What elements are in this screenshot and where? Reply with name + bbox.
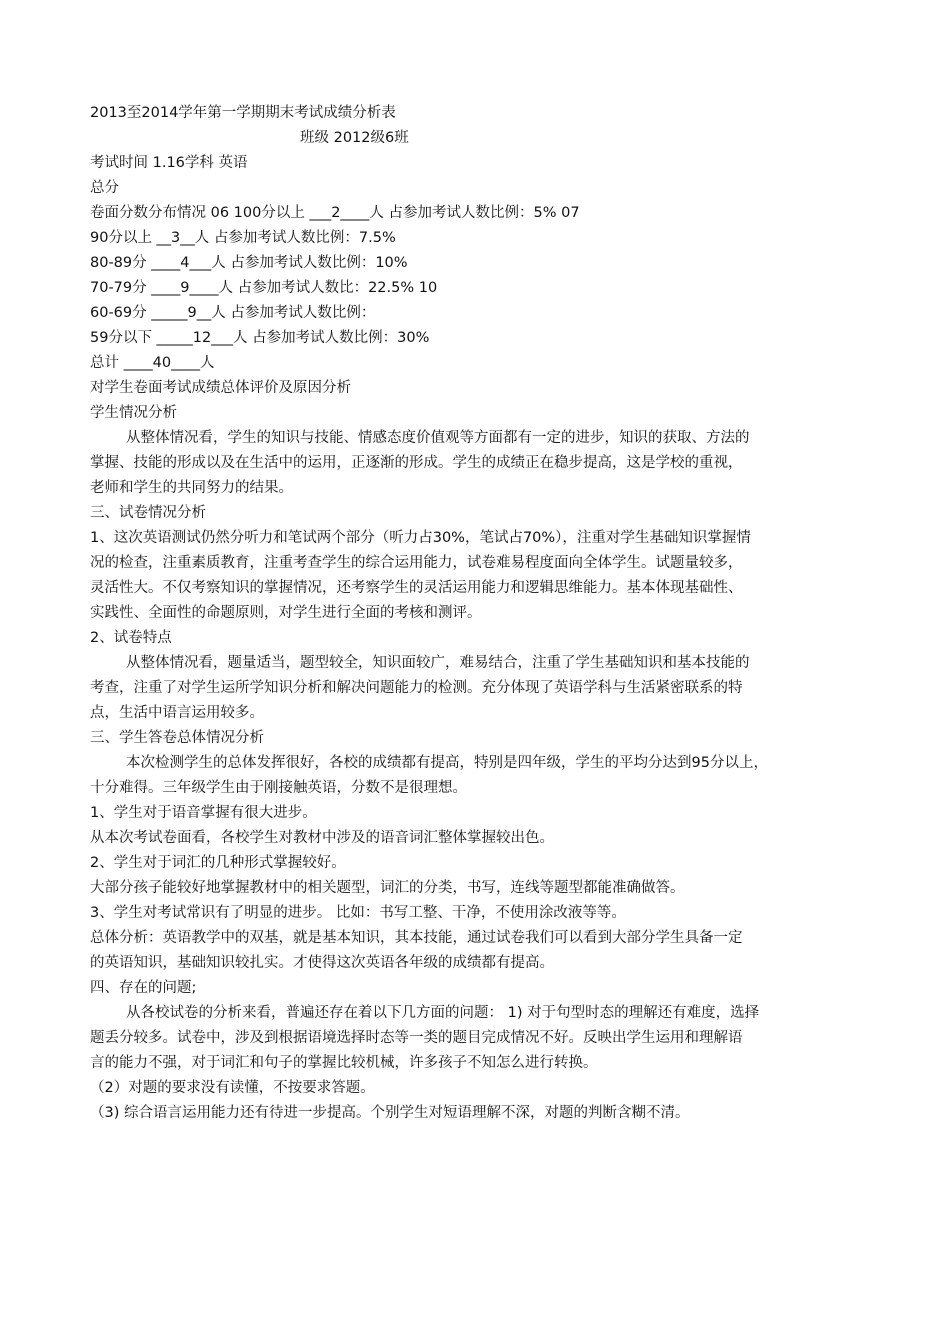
paragraph-line: 言的能力不强，对于词汇和句子的掌握比较机械，许多孩子不知怎么进行转换。 xyxy=(90,1055,598,1071)
score-total: 总计 ____40____人 xyxy=(90,355,215,371)
list-item: 3、学生对考试常识有了明显的进步。 比如：书写工整、干净，不使用涂改液等等。 xyxy=(90,905,626,921)
paragraph-line: 从整体情况看，学生的知识与技能、情感态度价值观等方面都有一定的进步，知识的获取、方法的 xyxy=(126,430,750,446)
score-row-90: 90分以上 __3__人 占参加考试人数比例：7.5% xyxy=(90,230,396,246)
paragraph-line: 况的检查，注重素质教育，注重考查学生的综合运用能力，试卷难易程度面向全体学生。试题量较多， xyxy=(90,555,743,571)
paragraph-line: 题丢分较多。试卷中，涉及到根据语境选择时态等一类的题目完成情况不好。反映出学生运用和理解语 xyxy=(90,1030,743,1046)
total-score-heading: 总分 xyxy=(90,180,119,196)
score-row-80: 80-89分 ____4___人 占参加考试人数比例：10% xyxy=(90,255,408,271)
exam-info: 考试时间 1.16学科 英语 xyxy=(90,155,248,171)
paragraph-line: 1、这次英语测试仍然分听力和笔试两个部分（听力占30%，笔试占70%），注重对学生基础知识掌握情 xyxy=(90,530,751,546)
score-row-100: 卷面分数分布情况 06 100分以上 ___2____人 占参加考试人数比例：5% 07 xyxy=(90,205,580,221)
score-row-70: 70-79分 ____9____人 占参加考试人数比：22.5% 10 xyxy=(90,280,438,296)
paragraph-line: 的英语知识，基础知识较扎实。才使得这次英语各年级的成绩都有提高。 xyxy=(90,955,554,971)
paragraph-line: 掌握、技能的形成以及在生活中的运用，正逐渐的形成。学生的成绩正在稳步提高，这是学校的重视， xyxy=(90,455,743,471)
list-item: （3) 综合语言运用能力还有待进一步提高。个别学生对短语理解不深，对题的判断含糊不清。 xyxy=(90,1105,690,1121)
section-heading: 对学生卷面考试成绩总体评价及原因分析 xyxy=(90,380,351,396)
list-item: 2、学生对于词汇的几种形式掌握较好。 xyxy=(90,855,346,871)
paragraph-line: 本次检测学生的总体发挥很好，各校的成绩都有提高，特别是四年级，学生的平均分达到95分以上， xyxy=(126,755,768,771)
paragraph-line: 灵活性大。不仅考察知识的掌握情况，还考察学生的灵活运用能力和逻辑思维能力。基本体现基础性、 xyxy=(90,580,743,596)
paragraph-line: 从本次考试卷面看，各校学生对教材中涉及的语音词汇整体掌握较出色。 xyxy=(90,830,554,846)
section-heading: 学生情况分析 xyxy=(90,405,177,421)
list-item: （2）对题的要求没有读懂，不按要求答题。 xyxy=(90,1080,375,1096)
section-heading: 三、学生答卷总体情况分析 xyxy=(90,730,264,746)
paragraph-line: 总体分析：英语教学中的双基，就是基本知识，其本技能，通过试卷我们可以看到大部分学生具备一定 xyxy=(90,930,743,946)
paragraph-line: 老师和学生的共同努力的结果。 xyxy=(90,480,293,496)
score-row-60: 60-69分 _____9__人 占参加考试人数比例： xyxy=(90,305,376,321)
paragraph-line: 考查，注重了对学生运所学知识分析和解决问题能力的检测。充分体现了英语学科与生活紧密联系的特 xyxy=(90,680,743,696)
paragraph-line: 从整体情况看，题量适当，题型较全，知识面较广，难易结合，注重了学生基础知识和基本技能的 xyxy=(126,655,750,671)
section-heading: 四、存在的问题; xyxy=(90,980,197,996)
list-item: 1、学生对于语音掌握有很大进步。 xyxy=(90,805,317,821)
score-row-below-59: 59分以下 _____12___人 占参加考试人数比例：30% xyxy=(90,330,430,346)
section-heading: 三、试卷情况分析 xyxy=(90,505,206,521)
document-title: 2013至2014学年第一学期期末考试成绩分析表 xyxy=(90,105,396,121)
paragraph-line: 十分难得。三年级学生由于刚接触英语，分数不是很理想。 xyxy=(90,780,467,796)
paragraph-line: 从各校试卷的分析来看，普遍还存在着以下几方面的问题： 1) 对于句型时态的理解还有难度，选择 xyxy=(126,1005,760,1021)
section-heading: 2、试卷特点 xyxy=(90,630,172,646)
paragraph-line: 大部分孩子能较好地掌握教材中的相关题型，词汇的分类，书写，连线等题型都能准确做答。 xyxy=(90,880,685,896)
class-info: 班级 2012级6班 xyxy=(300,130,409,146)
paragraph-line: 实践性、全面性的命题原则，对学生进行全面的考核和测评。 xyxy=(90,605,482,621)
paragraph-line: 点，生活中语言运用较多。 xyxy=(90,705,264,721)
